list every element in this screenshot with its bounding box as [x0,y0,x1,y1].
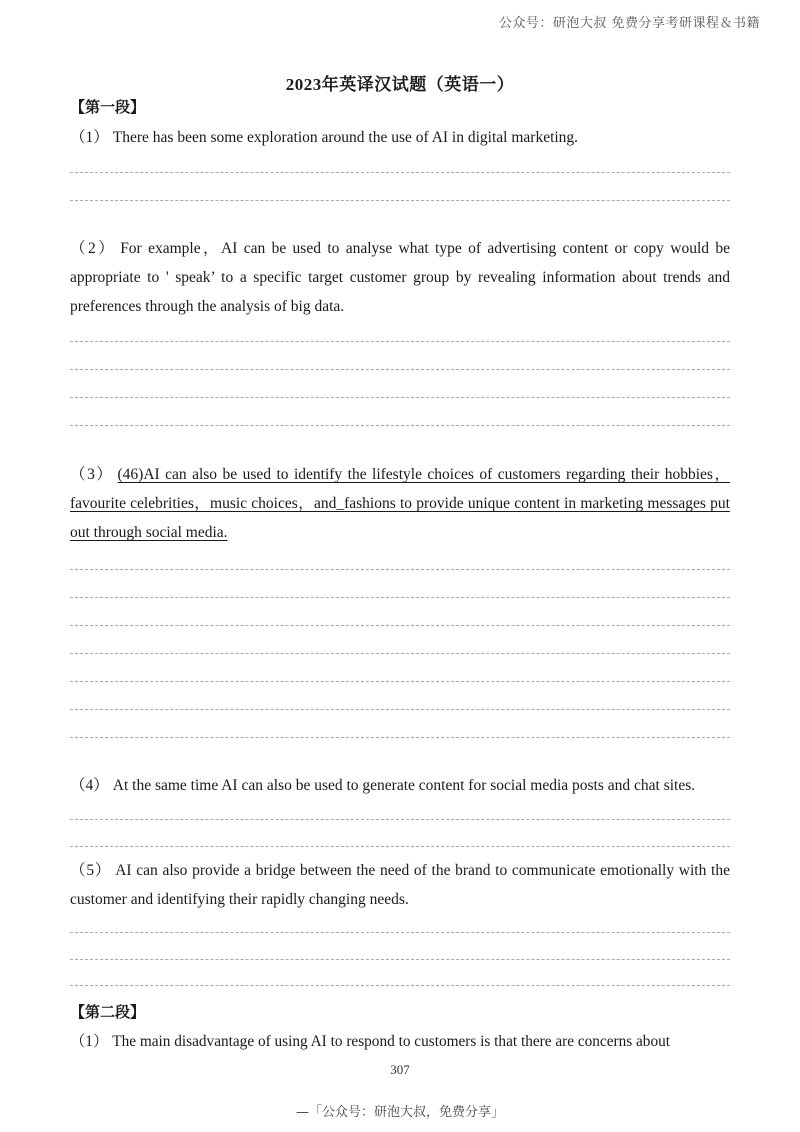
paragraph-text: The main disadvantage of using AI to respond to customers is that there are concerns about [112,1033,671,1050]
paragraph-s2-1 [70,1027,730,1056]
paragraph-number: （2） [70,240,117,257]
paragraph-number: （5） [70,862,112,879]
answer-line [70,959,730,960]
paragraph-5 [70,856,730,914]
answer-line [70,932,730,933]
answer-line [70,625,730,626]
section-heading-1: 【第一段】 [70,100,146,116]
answer-line [70,681,730,682]
paragraph-number: （4） [70,777,109,794]
answer-line [70,819,730,820]
paragraph-number: （3） [70,466,114,483]
answer-line [70,200,730,201]
answer-line [70,653,730,654]
page-number: 307 [390,1062,410,1077]
paragraph-3 [70,460,730,547]
answer-line [70,569,730,570]
answer-line [70,597,730,598]
paragraph-text: (46)AI can also be used to identify the lifestyle choices of customers regarding their hobbies，favourite celebrities，music choices，and_fashions to provide unique content in marketing messages put out through social media. [70,466,730,541]
paragraph-text: At the same time AI can also be used to generate content for social media posts and chat sites. [112,777,696,794]
paragraph-1 [70,123,730,152]
answer-line [70,425,730,426]
answer-line [70,172,730,173]
answer-line [70,737,730,738]
paragraph-number: （1） [70,129,109,146]
paragraph-text: There has been some exploration around the use of AI in digital marketing. [112,129,579,146]
document-title: 2023年英译汉试题（英语一） [285,75,515,94]
paragraph-text: For example，AI can be used to analyse what type of advertising content or copy would be appropriate to ' speak’ to a specific target customer group by revealing information about trends and preferences through the analysis of big data. [70,240,730,315]
answer-line [70,709,730,710]
answer-line [70,846,730,847]
answer-line [70,985,730,986]
answer-line [70,397,730,398]
footer-watermark: —「公众号：研泡大叔，免费分享」 [295,1105,504,1120]
paragraph-text: AI can also provide a bridge between the need of the brand to communicate emotionally with the customer and identifying their rapidly changing needs. [70,862,730,908]
section-heading-2: 【第二段】 [70,1005,146,1021]
answer-line [70,369,730,370]
answer-line [70,341,730,342]
paragraph-4 [70,771,730,800]
header-watermark: 公众号：研泡大叔 免费分享考研课程＆书籍 [498,16,760,31]
paragraph-2 [70,234,730,321]
paragraph-number: （1） [70,1033,109,1050]
